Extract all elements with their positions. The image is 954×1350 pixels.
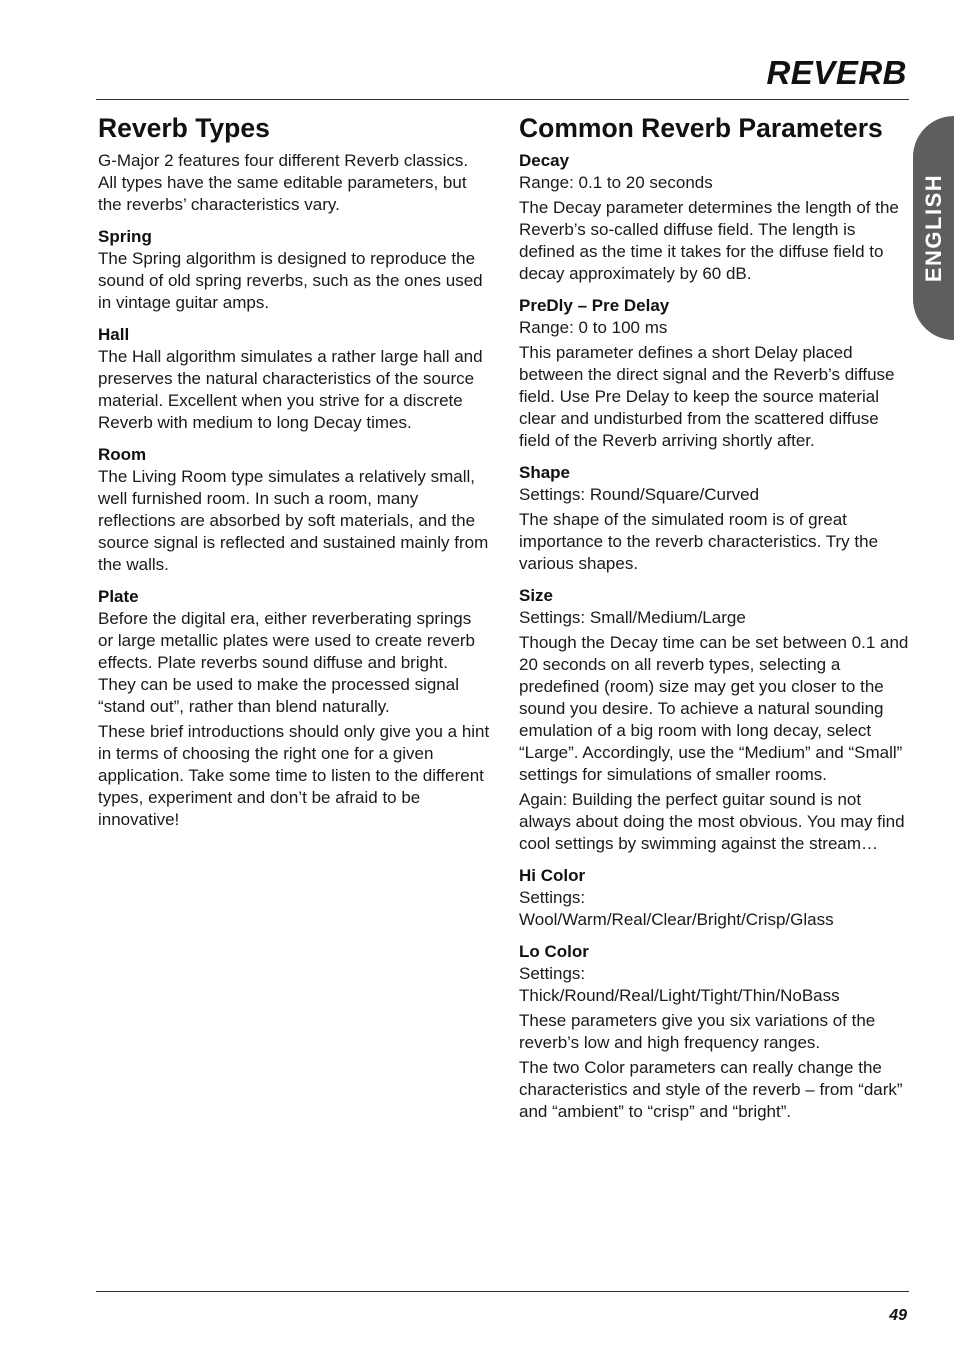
- param-settings: Wool/Warm/Real/Clear/Bright/Crisp/Glass: [519, 910, 834, 929]
- reverb-types-outro: These brief introductions should only give you a hint in terms of choosing the right one for a given application. Take some time to listen to the different types, experiment and don’t be afraid to be innovative!: [98, 722, 490, 829]
- param-text-extra: Again: Building the perfect guitar sound is not always about doing the most obvious. You may find cool settings by swimming against the stream…: [519, 790, 905, 853]
- param-settings-label: Settings:: [519, 888, 586, 907]
- param-text-extra: The two Color parameters can really change the characteristics and style of the reverb – from “dark” and “ambient” to “crisp” and “bright”.: [519, 1058, 903, 1121]
- footer-divider: [96, 1291, 909, 1292]
- section-room: [98, 444, 490, 576]
- section-text: The Spring algorithm is designed to reproduce the sound of old spring reverbs, such as the ones used in vintage guitar amps.: [98, 249, 483, 312]
- header-divider: [96, 99, 909, 100]
- param-text: These parameters give you six variations of the reverb’s low and high frequency ranges.: [519, 1011, 876, 1052]
- language-tab: [913, 116, 954, 340]
- page-number: 49: [889, 1307, 907, 1324]
- param-shape: [519, 462, 911, 575]
- section-title: Hall: [98, 325, 130, 344]
- param-settings-label: Settings:: [519, 964, 586, 983]
- param-settings: Settings: Small/Medium/Large: [519, 608, 746, 627]
- reverb-types-heading: Reverb Types: [98, 113, 270, 143]
- param-title: Hi Color: [519, 866, 586, 885]
- section-title: Plate: [98, 587, 139, 606]
- section-text: The Living Room type simulates a relatively small, well furnished room. In such a room, many reflections are absorbed by soft materials, and the source signal is reflected and sustained mainly from the walls.: [98, 467, 489, 574]
- section-title: Room: [98, 445, 147, 464]
- section-plate: [98, 586, 490, 831]
- param-predelay: [519, 295, 911, 452]
- param-title: Decay: [519, 151, 570, 170]
- param-title: Lo Color: [519, 942, 589, 961]
- param-title: Size: [519, 586, 554, 605]
- param-title: PreDly – Pre Delay: [519, 296, 670, 315]
- param-hi-color: [519, 865, 911, 931]
- param-settings: Thick/Round/Real/Light/Tight/Thin/NoBass: [519, 986, 840, 1005]
- section-text: The Hall algorithm simulates a rather large hall and preserves the natural characteristics of the source material. Excellent when you strive for a discrete Reverb with medium to long Decay times.: [98, 347, 483, 432]
- param-decay: [519, 150, 911, 285]
- param-range: Range: 0 to 100 ms: [519, 318, 668, 337]
- param-size: [519, 585, 911, 855]
- param-text: The Decay parameter determines the length of the Reverb’s so-called diffuse field. The length is defined as the time it takes for the diffuse field to decay approximately by 60 dB.: [519, 198, 899, 283]
- section-title: Spring: [98, 227, 152, 246]
- section-hall: [98, 324, 490, 434]
- param-text: The shape of the simulated room is of great importance to the reverb characteristics. Try the various shapes.: [519, 510, 879, 573]
- param-range: Range: 0.1 to 20 seconds: [519, 173, 713, 192]
- param-title: Shape: [519, 463, 571, 482]
- section-text: Before the digital era, either reverberating springs or large metallic plates were used to create reverb effects. Plate reverbs sound diffuse and bright. They can be used to make the processed signal “stand out”, rather than blend naturally.: [98, 609, 476, 716]
- language-tab-label: ENGLISH: [920, 173, 946, 283]
- section-spring: [98, 226, 490, 314]
- page-header-title: REVERB: [766, 54, 907, 91]
- right-column: [519, 110, 911, 1126]
- common-parameters-heading: Common Reverb Parameters: [519, 113, 883, 143]
- param-lo-color: [519, 941, 911, 1123]
- left-column: [98, 110, 490, 834]
- param-text: Though the Decay time can be set between 0.1 and 20 seconds on all reverb types, selecting a predefined (room) size may get you closer to the sound you desire. To achieve a natural sounding emulation of a big room with long decay, select “Large”. Accordingly, use the “Medium” and “Small” settings for simulations of smaller rooms.: [519, 633, 909, 784]
- param-text: This parameter defines a short Delay placed between the direct signal and the Reverb’s diffuse field. Use Pre Delay to keep the source material clear and undisturbed from the scattered diffuse field of the Reverb arriving shortly after.: [519, 343, 895, 450]
- param-settings: Settings: Round/Square/Curved: [519, 485, 760, 504]
- reverb-types-intro: G-Major 2 features four different Reverb classics. All types have the same editable parameters, but the reverbs’ characteristics vary.: [98, 151, 469, 214]
